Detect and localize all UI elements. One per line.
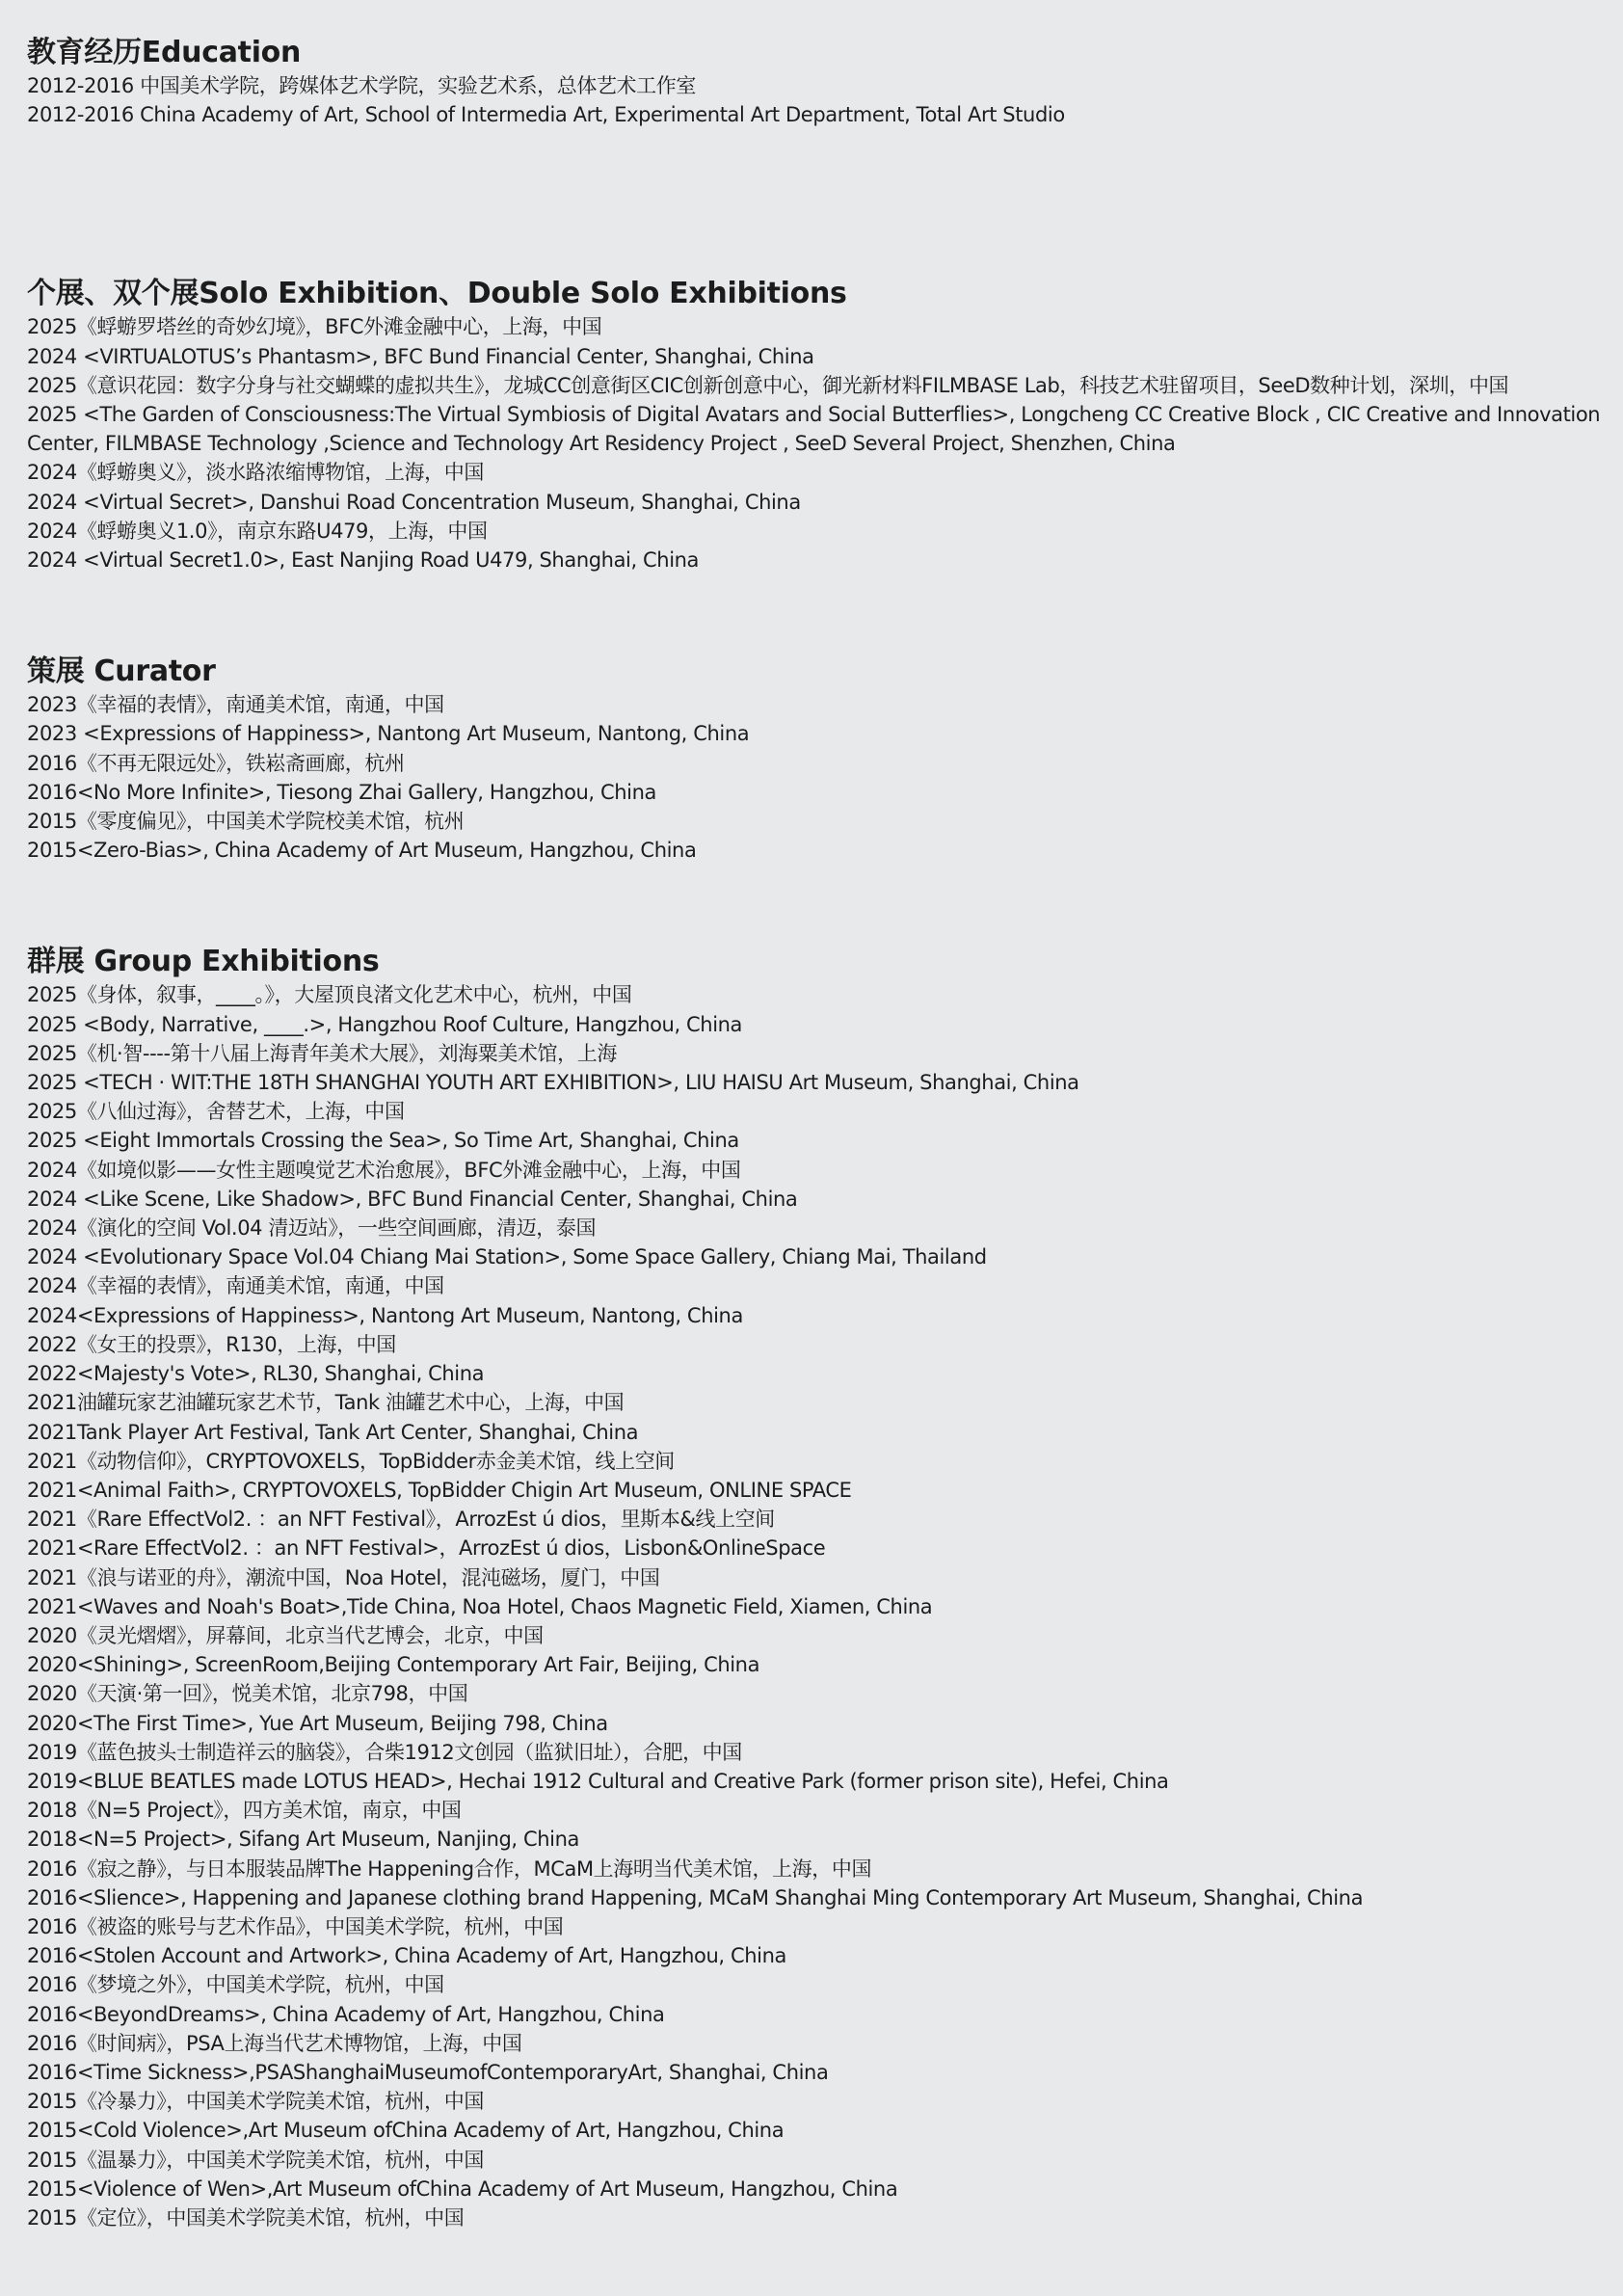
education-list [27, 71, 1604, 129]
curator-entry: 2015《零度偏见》，中国美术学院校美术馆，杭州 [27, 810, 465, 834]
group-exhibition-entry: 2021<Waves and Noah's Boat>,Tide China, Noa Hotel, Chaos Magnetic Field, Xiamen, China [27, 1594, 933, 1618]
group-exhibition-entry: 2016《寂之静》，与日本服装品牌The Happening合作，MCaM上海明当代美术馆，上海，中国 [27, 1856, 872, 1881]
curator-entry: 2023 <Expressions of Happiness>, Nantong Art Museum, Nantong, China [27, 722, 750, 746]
group-exhibition-entry: 2021<Rare EffectVol2. ：an NFT Festival>，ArrozEst ú dios，Lisbon&OnlineSpace [27, 1536, 826, 1561]
group-exhibition-entry: 2024《幸福的表情》，南通美术馆，南通，中国 [27, 1274, 444, 1298]
group-exhibition-entry: 2016<BeyondDreams>, China Academy of Art, Hangzhou, China [27, 2002, 665, 2026]
solo-exhibition-entry: 2025《蜉蝣罗塔丝的奇妙幻境》，BFC外滩金融中心，上海，中国 [27, 315, 602, 339]
group-exhibition-entry: 2020《天演·第一回》，悦美术馆，北京798，中国 [27, 1682, 468, 1706]
solo-exhibition-entry: 2024《蜉蝣奥义1.0》，南京东路U479，上海，中国 [27, 519, 488, 543]
solo-exhibitions-list [27, 312, 1604, 574]
group-exhibition-entry: 2021《Rare EffectVol2. ：an NFT Festival》，ArrozEst ú dios，里斯本&线上空间 [27, 1508, 775, 1532]
group-exhibition-entry: 2021油罐玩家艺油罐玩家艺术节，Tank 油罐艺术中心，上海，中国 [27, 1391, 625, 1415]
group-exhibition-entry: 2015《冷暴力》，中国美术学院美术馆，杭州，中国 [27, 2090, 484, 2114]
group-exhibition-entry: 2024 <Evolutionary Space Vol.04 Chiang Mai Station>, Some Space Gallery, Chiang Mai, Thailand [27, 1245, 987, 1269]
group-exhibition-entry: 2021《动物信仰》，CRYPTOVOXELS，TopBidder赤金美术馆，线上空间 [27, 1449, 675, 1473]
education-entry: 2012-2016 中国美术学院，跨媒体艺术学院，实验艺术系，总体艺术工作室 [27, 74, 696, 97]
group-exhibition-entry: 2019<BLUE BEATLES made LOTUS HEAD>, Hechai 1912 Cultural and Creative Park (former prison site), Hefei, China [27, 1769, 1169, 1793]
solo-exhibition-entry: 2024 <Virtual Secret1.0>, East Nanjing Road U479, Shanghai, China [27, 548, 700, 573]
group-exhibition-entry: 2025《身体，叙事，____。》，大屋顶良渚文化艺术中心，杭州，中国 [27, 983, 632, 1007]
solo-exhibition-entry: 2024 <VIRTUALOTUS’s Phantasm>, BFC Bund Financial Center, Shanghai, China [27, 344, 814, 368]
group-exhibition-entry: 2019《蓝色披头士制造祥云的脑袋》，合柴1912文创园（监狱旧址），合肥，中国 [27, 1740, 742, 1764]
group-exhibition-entry: 2015《定位》，中国美术学院美术馆，杭州，中国 [27, 2205, 465, 2229]
group-exhibition-entry: 2018《N=5 Project》，四方美术馆，南京，中国 [27, 1799, 462, 1823]
curator-entry: 2015<Zero-Bias>, China Academy of Art Museum, Hangzhou, China [27, 839, 697, 863]
group-exhibition-entry: 2016《被盗的账号与艺术作品》，中国美术学院，杭州，中国 [27, 1914, 564, 1938]
education-section [27, 35, 1604, 129]
group-exhibition-entry: 2025 <Eight Immortals Crossing the Sea>, So Time Art, Shanghai, China [27, 1129, 739, 1153]
group-exhibition-entry: 2015<Cold Violence>,Art Museum ofChina Academy of Art, Hangzhou, China [27, 2119, 785, 2143]
group-exhibition-entry: 2021Tank Player Art Festival, Tank Art Center, Shanghai, China [27, 1420, 639, 1444]
group-exhibitions-list [27, 980, 1604, 2232]
group-exhibition-entry: 2018<N=5 Project>, Sifang Art Museum, Nanjing, China [27, 1828, 579, 1852]
curator-entry: 2016<No More Infinite>, Tiesong Zhai Gallery, Hangzhou, China [27, 780, 656, 804]
solo-exhibitions-heading: 个展、双个展Solo Exhibition、Double Solo Exhibitions [27, 277, 847, 311]
group-exhibition-entry: 2025 <TECH · WIT:THE 18TH SHANGHAI YOUTH ART EXHIBITION>, LIU HAISU Art Museum, Shanghai, China [27, 1071, 1079, 1095]
group-exhibition-entry: 2022《女王的投票》，R130，上海，中国 [27, 1332, 396, 1356]
solo-exhibition-entry: 2024《蜉蝣奥义》，淡水路浓缩博物馆，上海，中国 [27, 461, 484, 485]
group-exhibition-entry: 2016<Stolen Account and Artwork>, China Academy of Art, Hangzhou, China [27, 1944, 786, 1968]
solo-exhibition-entry: 2024 <Virtual Secret>, Danshui Road Concentration Museum, Shanghai, China [27, 490, 801, 514]
group-exhibition-entry: 2015<Violence of Wen>,Art Museum ofChina Academy of Art Museum, Hangzhou, China [27, 2176, 898, 2201]
group-exhibitions-section [27, 944, 1604, 2232]
group-exhibitions-heading: 群展 Group Exhibitions [27, 945, 380, 979]
group-exhibition-entry: 2024<Expressions of Happiness>, Nantong Art Museum, Nantong, China [27, 1303, 743, 1327]
group-exhibition-entry: 2015《温暴力》，中国美术学院美术馆，杭州，中国 [27, 2148, 484, 2172]
group-exhibition-entry: 2016<Time Sickness>,PSAShanghaiMuseumofContemporaryArt, Shanghai, China [27, 2060, 829, 2084]
group-exhibition-entry: 2020<The First Time>, Yue Art Museum, Beijing 798, China [27, 1711, 608, 1735]
cv-page [27, 35, 1604, 2232]
solo-exhibitions-section [27, 276, 1604, 574]
group-exhibition-entry: 2025 <Body, Narrative, ____.>, Hangzhou Roof Culture, Hangzhou, China [27, 1012, 743, 1036]
education-entry: 2012-2016 China Academy of Art, School of Intermedia Art, Experimental Art Department, Total Art Studio [27, 103, 1065, 127]
group-exhibition-entry: 2021<Animal Faith>, CRYPTOVOXELS, TopBidder Chigin Art Museum, ONLINE SPACE [27, 1478, 852, 1502]
group-exhibition-entry: 2016《时间病》，PSA上海当代艺术博物馆，上海，中国 [27, 2031, 522, 2055]
group-exhibition-entry: 2025《八仙过海》，舍替艺术，上海，中国 [27, 1100, 405, 1124]
group-exhibition-entry: 2020<Shining>, ScreenRoom,Beijing Contemporary Art Fair, Beijing, China [27, 1653, 760, 1677]
group-exhibition-entry: 2021《浪与诺亚的舟》，潮流中国，Noa Hotel，混沌磁场，厦门，中国 [27, 1565, 660, 1589]
solo-exhibition-entry: 2025《意识花园：数字分身与社交蝴蝶的虚拟共生》，龙城CC创意街区CIC创新创意中心，御光新材料FILMBASE Lab，科技艺术驻留项目，SeeD数种计划，深圳，中国 [27, 373, 1509, 397]
curator-list [27, 690, 1604, 865]
group-exhibition-entry: 2024《演化的空间 Vol.04 清迈站》，一些空间画廊，清迈，泰国 [27, 1216, 597, 1241]
curator-section [27, 654, 1604, 865]
group-exhibition-entry: 2024《如境似影——女性主题嗅觉艺术治愈展》，BFC外滩金融中心，上海，中国 [27, 1158, 741, 1182]
group-exhibition-entry: 2024 <Like Scene, Like Shadow>, BFC Bund Financial Center, Shanghai, China [27, 1187, 798, 1211]
curator-entry: 2016《不再无限远处》，铁崧斋画廊，杭州 [27, 751, 405, 775]
group-exhibition-entry: 2025《机·智----第十八届上海青年美术大展》，刘海粟美术馆，上海 [27, 1041, 617, 1065]
group-exhibition-entry: 2022<Majesty's Vote>, RL30, Shanghai, China [27, 1362, 485, 1386]
group-exhibition-entry: 2016《梦境之外》，中国美术学院，杭州，中国 [27, 1973, 444, 1997]
education-heading: 教育经历Education [27, 36, 302, 69]
solo-exhibition-entry: 2025 <The Garden of Consciousness:The Virtual Symbiosis of Digital Avatars and Social Butterflies>, Longcheng CC Creative Block , CIC Creative and Innovation Center, FILMBASE Technology ,Science and Technology Art Residency Project , SeeD Several Project, Shenzhen, China [27, 403, 1601, 456]
curator-heading: 策展 Curator [27, 654, 216, 689]
group-exhibition-entry: 2016<Slience>, Happening and Japanese clothing brand Happening, MCaM Shanghai Ming Contemporary Art Museum, Shanghai, China [27, 1885, 1364, 1909]
group-exhibition-entry: 2020《灵光熠熠》，屏幕间，北京当代艺博会，北京，中国 [27, 1623, 544, 1647]
curator-entry: 2023《幸福的表情》，南通美术馆，南通，中国 [27, 693, 444, 717]
